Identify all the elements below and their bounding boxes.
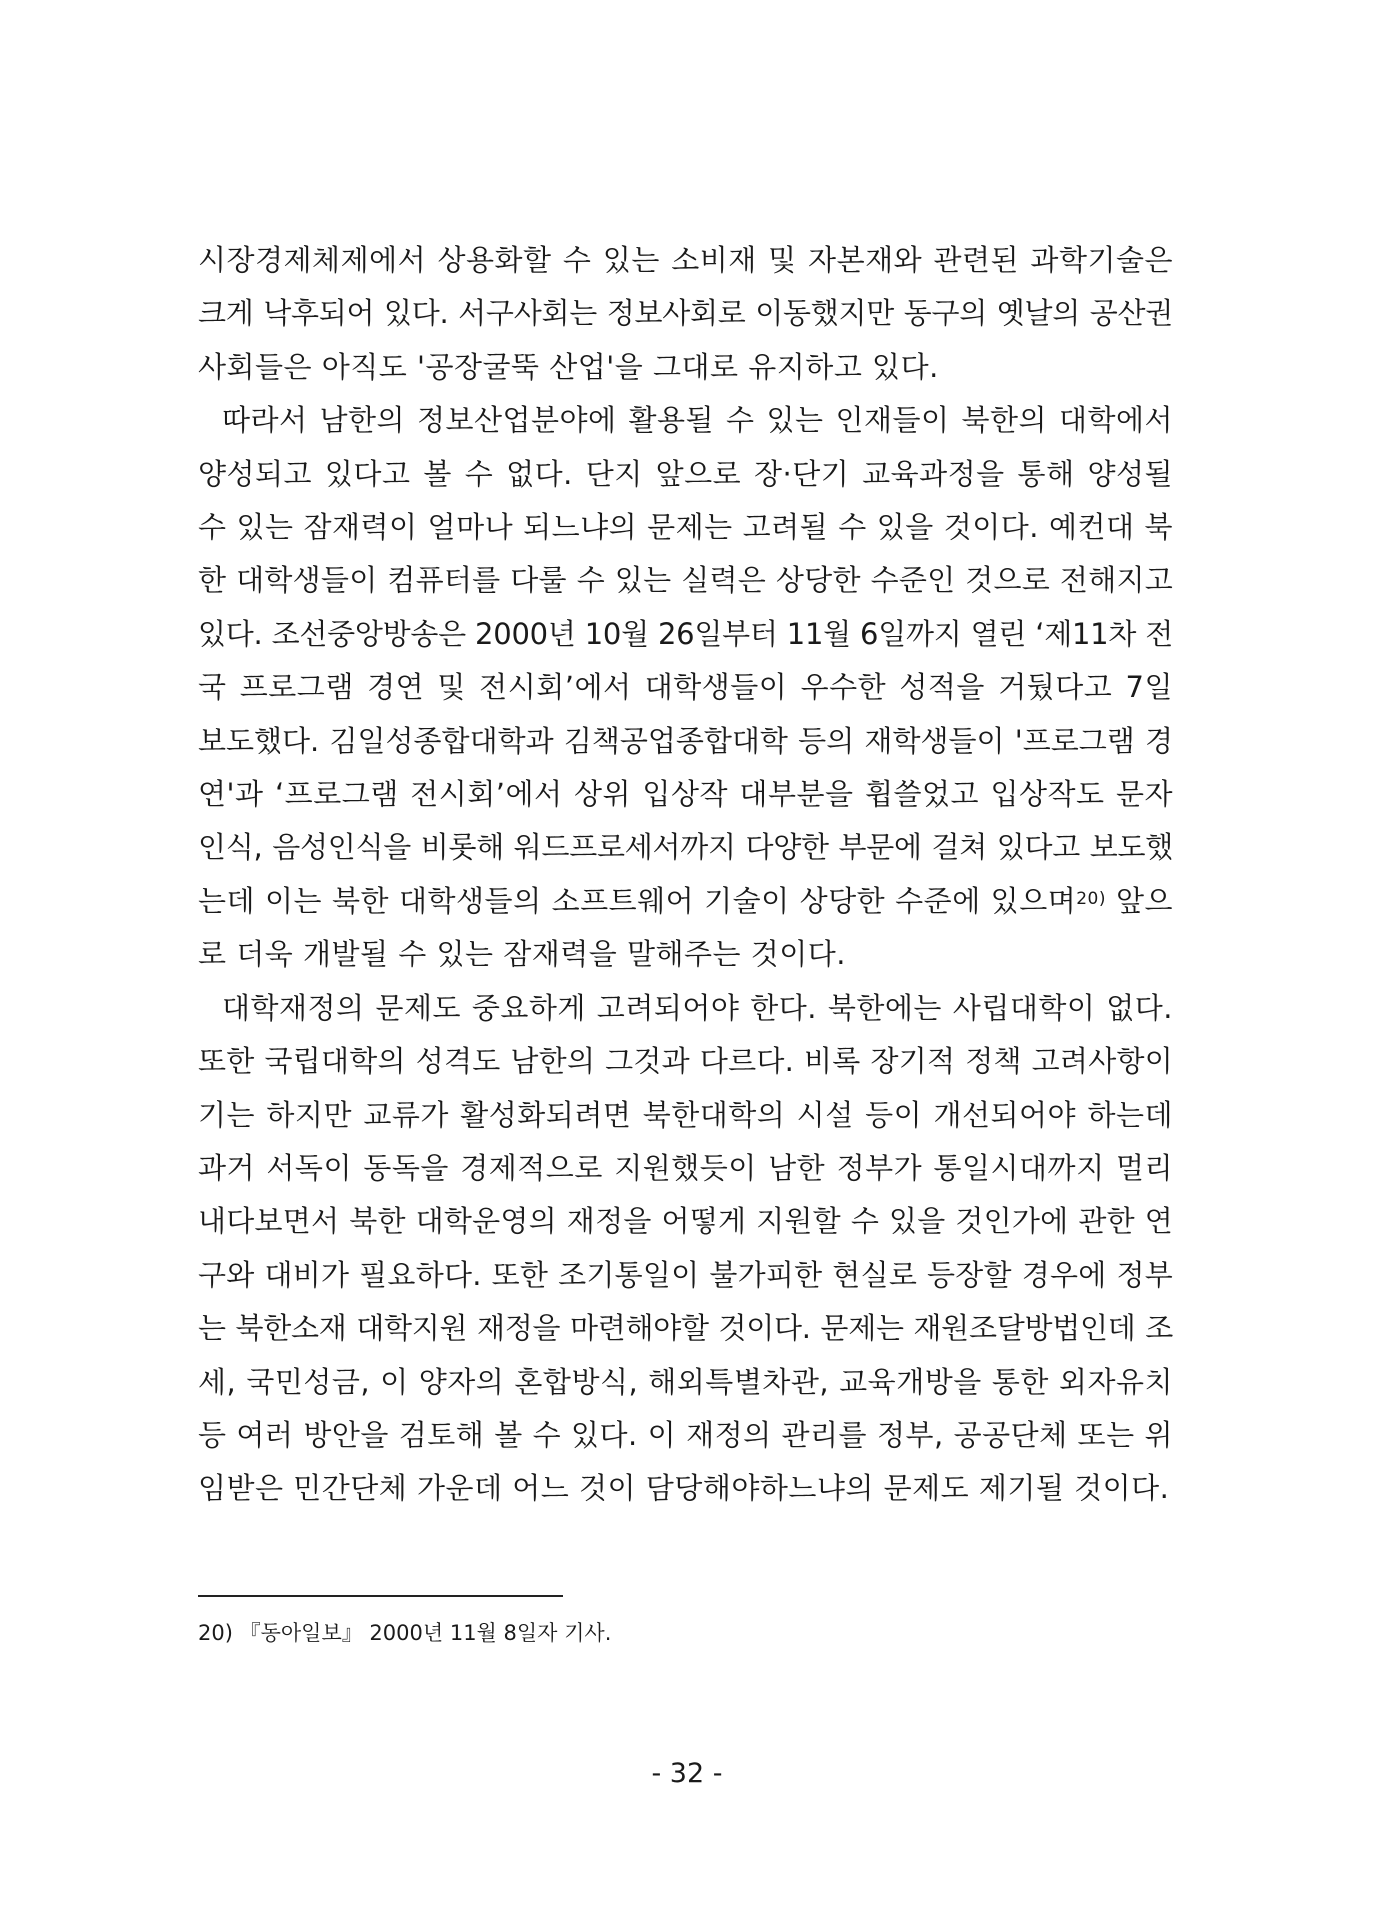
- paragraph-3-line-1: 대학재정의 문제도 중요하게 고려되어야 한다. 북한에는 사립대학이 없다.: [222, 990, 1173, 1025]
- paragraph-3-line-7: 는 북한소재 대학지원 재정을 마련해야할 것이다. 문제는 재원조달방법인데 조: [198, 1311, 1173, 1346]
- footnote-text: 『동아일보』 2000년 11월 8일자 기사.: [239, 1621, 612, 1645]
- paragraph-2-line-1: 따라서 남한의 정보산업분야에 활용될 수 있는 인재들이 북한의 대학에서: [222, 403, 1173, 438]
- paragraph-1-line-2: 크게 낙후되어 있다. 서구사회는 정보사회로 이동했지만 동구의 옛날의 공산권: [198, 296, 1173, 331]
- paragraph-2-line-7: 보도했다. 김일성종합대학과 김책공업종합대학 등의 재학생들이 '프로그램 경: [198, 723, 1173, 758]
- footnote-divider: [198, 1595, 563, 1597]
- paragraph-3-line-10: 임받은 민간단체 가운데 어느 것이 담당해야하느냐의 문제도 제기될 것이다.: [198, 1471, 1170, 1506]
- footnote-reference[interactable]: 20): [1076, 888, 1106, 909]
- paragraph-3-line-6: 구와 대비가 필요하다. 또한 조기통일이 불가피한 현실로 등장할 경우에 정부: [198, 1257, 1173, 1292]
- paragraph-3-line-5: 내다보면서 북한 대학운영의 재정을 어떻게 지원할 수 있을 것인가에 관한 연: [198, 1204, 1173, 1239]
- paragraph-2-line-10-tail: 앞으: [1106, 883, 1174, 918]
- body-text: [198, 234, 1173, 1516]
- footnote: [198, 1618, 611, 1648]
- paragraph-3-line-2: 또한 국립대학의 성격도 남한의 그것과 다르다. 비록 장기적 정책 고려사항이: [198, 1044, 1173, 1079]
- paragraph-2-line-9: 인식, 음성인식을 비롯해 워드프로세서까지 다양한 부문에 걸쳐 있다고 보도했: [198, 830, 1173, 865]
- paragraph-3-line-3: 기는 하지만 교류가 활성화되려면 북한대학의 시설 등이 개선되어야 하는데: [198, 1097, 1173, 1132]
- paragraph-2-line-5: 있다. 조선중앙방송은 2000년 10월 26일부터 11월 6일까지 열린 ‘제11차 전: [198, 616, 1173, 651]
- paragraph-1-line-3: 사회들은 아직도 '공장굴뚝 산업'을 그대로 유지하고 있다.: [198, 349, 939, 384]
- footnote-number: 20): [198, 1621, 233, 1645]
- paragraph-3-line-4: 과거 서독이 동독을 경제적으로 지원했듯이 남한 정부가 통일시대까지 멀리: [198, 1150, 1173, 1185]
- paragraph-2-line-10-text: 는데 이는 북한 대학생들의 소프트웨어 기술이 상당한 수준에 있으며: [198, 883, 1077, 918]
- paragraph-3-line-8: 세, 국민성금, 이 양자의 혼합방식, 해외특별차관, 교육개방을 통한 외자유치: [198, 1364, 1173, 1399]
- paragraph-3-line-9: 등 여러 방안을 검토해 볼 수 있다. 이 재정의 관리를 정부, 공공단체 또는 위: [198, 1417, 1173, 1452]
- paragraph-2-line-6: 국 프로그램 경연 및 전시회’에서 대학생들이 우수한 성적을 거뒀다고 7일: [198, 670, 1173, 705]
- page-number: - 32 -: [651, 1758, 723, 1789]
- paragraph-2-line-4: 한 대학생들이 컴퓨터를 다룰 수 있는 실력은 상당한 수준인 것으로 전해지고: [198, 563, 1173, 598]
- paragraph-1-line-1: 시장경제체제에서 상용화할 수 있는 소비재 및 자본재와 관련된 과학기술은: [198, 243, 1173, 277]
- paragraph-2-line-10: [198, 875, 1173, 928]
- paragraph-2-line-2: 양성되고 있다고 볼 수 없다. 단지 앞으로 장·단기 교육과정을 통해 양성될: [198, 456, 1173, 491]
- paragraph-2-line-11: 로 더욱 개발될 수 있는 잠재력을 말해주는 것이다.: [198, 937, 847, 972]
- paragraph-2-line-3: 수 있는 잠재력이 얼마나 되느냐의 문제는 고려될 수 있을 것이다. 예컨대 북: [198, 510, 1173, 545]
- paragraph-2-line-8: 연'과 ‘프로그램 전시회’에서 상위 입상작 대부분을 휩쓸었고 입상작도 문자: [198, 777, 1173, 812]
